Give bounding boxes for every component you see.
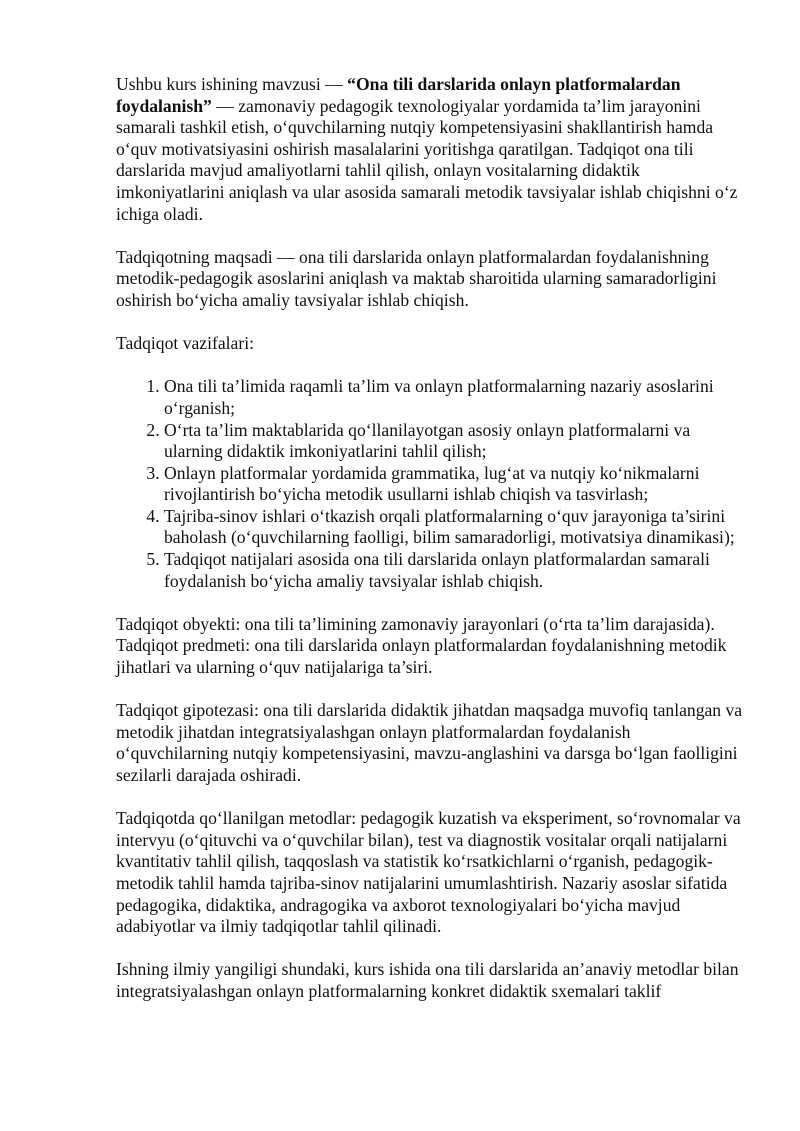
intro-lead: Ushbu kurs ishining mavzusi — — [116, 74, 348, 94]
goal-paragraph: Tadqiqotning maqsadi — ona tili darslarida onlayn platformalardan foydalanishning metodik-pedagogik asoslarini aniqlash va maktab sharoitida ularning samaradorligini oshirish bo‘yicha amaliy tavsiyalar ishlab chiqish. — [116, 246, 717, 310]
novelty-paragraph: Ishning ilmiy yangiligi shundaki, kurs ishida ona tili darslarida an’anaviy metodlar bilan integratsiyalashgan onlayn platformalarning konkret didaktik sxemalari taklif — [116, 959, 739, 1001]
hypothesis-paragraph: Tadqiqot gipotezasi: ona tili darslarida didaktik jihatdan maqsadga muvofiq tanlangan va metodik jihatdan integratsiyalashgan onlayn platformalardan foydalanish o‘quvchilarning nutqiy kompetensiyasini, mavzu-anglashini va darsga bo‘lgan faolligini sezilarli darajada oshiradi. — [116, 700, 743, 785]
document-page — [116, 74, 746, 1024]
intro-rest: — zamonaviy pedagogik texnologiyalar yordamida ta’lim jarayonini samarali tashkil etish, o‘quvchilarning nutqiy kompetensiyasini shakllantirish hamda o‘quv motivatsiyasini oshirish masalalarini yoritishga qaratilgan. Tadqiqot ona tili darslarida mavjud amaliyotlarni tahlil qilish, onlayn vositalarning didaktik imkoniyatlarini aniqlash va ular asosida samarali metodik tavsiyalar ishlab chiqishni o‘z ichiga oladi. — [116, 95, 738, 224]
tasks-heading: Tadqiqot vazifalari: — [116, 333, 254, 354]
task-item: 4. Tajriba-sinov ishlari o‘tkazish orqali platformalarning o‘quv jarayoniga ta’sirini baholash (o‘quvchilarning faolligi, bilim samaradorligi, motivatsiya dinamikasi); — [164, 506, 746, 549]
task-item: 3. Onlayn platformalar yordamida grammatika, lug‘at va nutqiy ko‘nikmalarni rivojlantirish bo‘yicha metodik usullarni ishlab chiqish va tasvirlash; — [164, 463, 746, 506]
intro-paragraph — [116, 74, 746, 225]
course-topic: “Ona tili darslarida onlayn platformalardan foydalanish” — [116, 74, 681, 116]
subject-paragraph: Tadqiqot predmeti: ona tili darslarida onlayn platformalardan foydalanishning metodik jihatlari va ularning o‘quv natijalariga ta’siri. — [116, 635, 727, 678]
task-item: 1. Ona tili ta’limida raqamli ta’lim va onlayn platformalarning nazariy asoslarini o‘rganish; — [164, 376, 746, 419]
methods-paragraph: Tadqiqotda qo‘llanilgan metodlar: pedagogik kuzatish va eksperiment, so‘rovnomalar va intervyu (o‘qituvchi va o‘quvchilar bilan), test va diagnostik vositalar orqali natijalarni kvantitativ tahlil qilish, taqqoslash va statistik ko‘rsatkichlarni o‘rganish, pedagogik-metodik tahlil hamda tajriba-sinov natijalarini umumlashtirish. Nazariy asoslar sifatida pedagogika, didaktika, andragogika va axborot texnologiyalari bo‘yicha mavjud adabiyotlar va ilmiy tadqiqotlar tahlil qilinadi. — [116, 808, 741, 937]
task-item: 5. Tadqiqot natijalari asosida ona tili darslarida onlayn platformalardan samarali foydalanish bo‘yicha amaliy tavsiyalar ishlab chiqish. — [164, 549, 746, 592]
tasks-list — [116, 376, 746, 592]
task-item: 2. O‘rta ta’lim maktablarida qo‘llanilayotgan asosiy onlayn platformalarni va ularning didaktik imkoniyatlarini tahlil qilish; — [164, 420, 746, 463]
object-paragraph: Tadqiqot obyekti: ona tili ta’limining zamonaviy jarayonlari (o‘rta ta’lim darajasida). — [116, 613, 715, 634]
